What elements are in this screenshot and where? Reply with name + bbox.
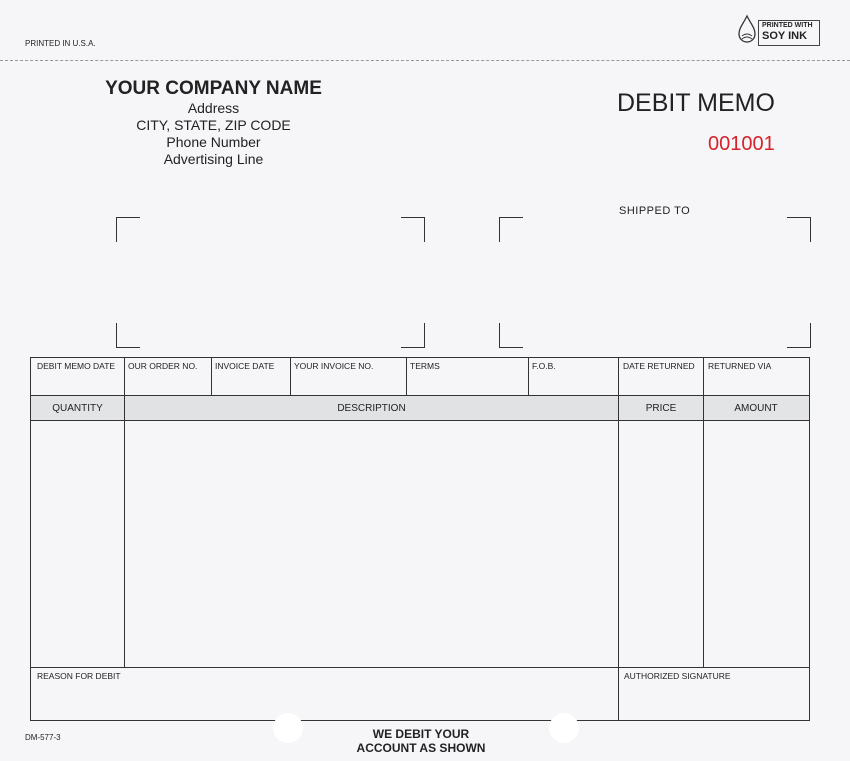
description-column[interactable] [125,421,618,666]
soy-ink-logo [736,14,822,46]
sold-to-corner [116,323,140,348]
price-column[interactable] [619,421,703,666]
ship-to-corner [499,323,523,348]
invoice-date-field[interactable]: INVOICE DATE [215,361,275,371]
our-order-no-field[interactable]: OUR ORDER NO. [128,361,198,371]
sold-to-corner [401,323,425,348]
price-header: PRICE [645,403,677,414]
footer-line2: ACCOUNT AS SHOWN [356,741,486,755]
amount-header: AMOUNT [734,403,778,414]
amount-column[interactable] [704,421,809,666]
footer-line1: WE DEBIT YOUR [372,727,470,741]
sold-to-corner [116,217,140,242]
company-address: Address [187,100,240,116]
company-name: YOUR COMPANY NAME [105,78,322,99]
terms-field[interactable]: TERMS [410,361,440,371]
description-header: DESCRIPTION [337,403,406,414]
quantity-header: QUANTITY [52,403,103,414]
document-number: 001001 [708,133,775,155]
ship-to-corner [787,323,811,348]
quantity-column[interactable] [31,421,124,666]
returned-via-field[interactable]: RETURNED VIA [708,361,772,371]
binding-hole [273,713,303,743]
ship-to-corner [787,217,811,242]
footer-statement [330,727,512,755]
fob-field[interactable]: F.O.B. [532,361,556,371]
shipped-to-label: SHIPPED TO [619,205,691,217]
soy-drop-icon [736,14,758,46]
reason-for-debit-field[interactable]: REASON FOR DEBIT [37,671,121,681]
your-invoice-no-field[interactable]: YOUR INVOICE NO. [294,361,374,371]
printed-in-usa: PRINTED IN U.S.A. [25,39,96,48]
authorized-signature-field[interactable]: AUTHORIZED SIGNATURE [624,671,731,681]
document-title: DEBIT MEMO [617,89,775,117]
company-advertising: Advertising Line [163,151,264,167]
memo-form [30,357,810,721]
soy-ink-line2: SOY INK [762,30,808,42]
soy-ink-line1: PRINTED WITH [762,22,813,29]
debit-memo-date-field[interactable]: DEBIT MEMO DATE [37,361,116,371]
company-block [86,78,341,168]
form-number: DM-577-3 [25,733,61,742]
date-returned-field[interactable]: DATE RETURNED [623,361,695,371]
company-city-state-zip: CITY, STATE, ZIP CODE [136,117,291,133]
company-phone: Phone Number [166,134,261,150]
sold-to-corner [401,217,425,242]
binding-hole [549,713,579,743]
ship-to-corner [499,217,523,242]
perforation-line [0,60,850,61]
